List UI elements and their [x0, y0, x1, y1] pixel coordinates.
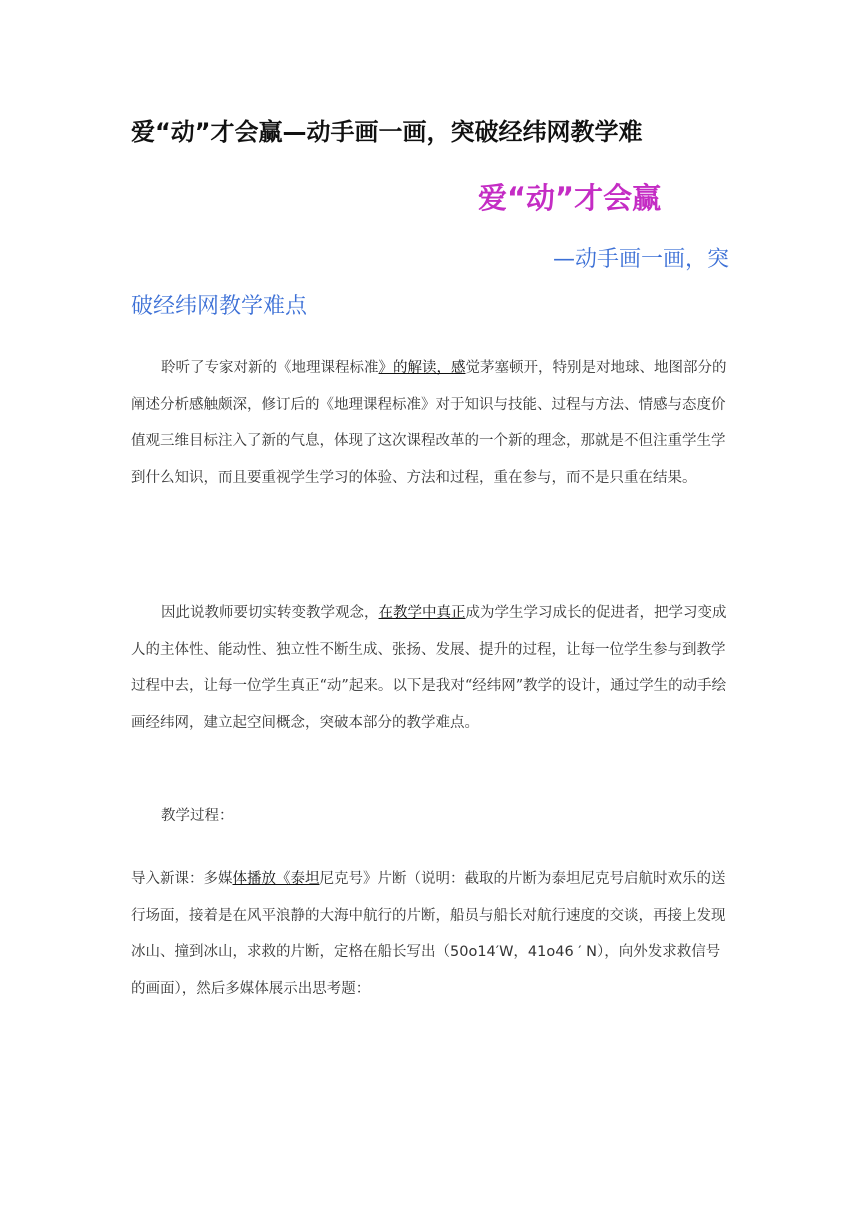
paragraph-4-text-c: ），向外发求救信号的画面），然后多媒体展示出思考题：: [131, 944, 721, 997]
paragraph-2-text-b: 成为学生学习成长的促进者，把学习变成人的主体性、能动性、独立性不断生成、张扬、发展、提升的过程，让每一位学生参与到教学过程中去，让每一位学生真正“动”起来。以下是我对“经纬网”教学的设计，通过学生的动手绘画经纬网，建立起空间概念，突破本部分的教学难点。: [131, 605, 727, 731]
paragraph-2: [131, 595, 731, 741]
paragraph-4-underlined: 体播放《泰坦: [232, 871, 320, 887]
paragraph-4-coordinates: 50o14′W，41o46 ′ N: [450, 944, 598, 960]
paragraph-3: 教学过程：: [161, 808, 234, 824]
paragraph-4-text-b: 尼克号》片断（说明：截取的片断为泰坦尼克号启航时欢乐的送行场面，接着是在风平浪静的大海中航行的片断，船员与船长对航行速度的交谈，再接上发现冰山、撞到冰山，求救的片断，定格在船长写出（: [131, 871, 726, 960]
paragraph-2-text-a: 因此说教师要切实转变教学观念，: [161, 605, 379, 621]
document-subtitle-line-1: —动手画一画，突: [552, 247, 729, 272]
paragraph-2-underlined: 在教学中真正: [378, 605, 466, 621]
document-title: 爱“动”才会赢—动手画一画，突破经纬网教学难: [131, 118, 643, 146]
paragraph-4: [131, 861, 731, 1007]
paragraph-1: [131, 350, 731, 496]
paragraph-1-text-b: 觉茅塞顿开，特别是对地球、地图部分的阐述分析感触颇深，修订后的《地理课程标准》对于知识与技能、过程与方法、情感与态度价值观三维目标注入了新的气息，体现了这次课程改革的一个新的理念，那就是不但注重学生学到什么知识，而且要重视学生学习的体验、方法和过程，重在参与，而不是只重在结果。: [131, 360, 727, 486]
document-subtitle: 爱“动”才会赢: [478, 181, 662, 215]
document-subtitle-line-2: 破经纬网教学难点: [131, 294, 308, 319]
paragraph-4-text-a: 导入新课：多媒: [131, 871, 233, 887]
paragraph-1-text-a: 聆听了专家对新的《地理课程标准: [161, 360, 379, 376]
paragraph-1-underlined: 》的解读，感: [378, 360, 466, 376]
